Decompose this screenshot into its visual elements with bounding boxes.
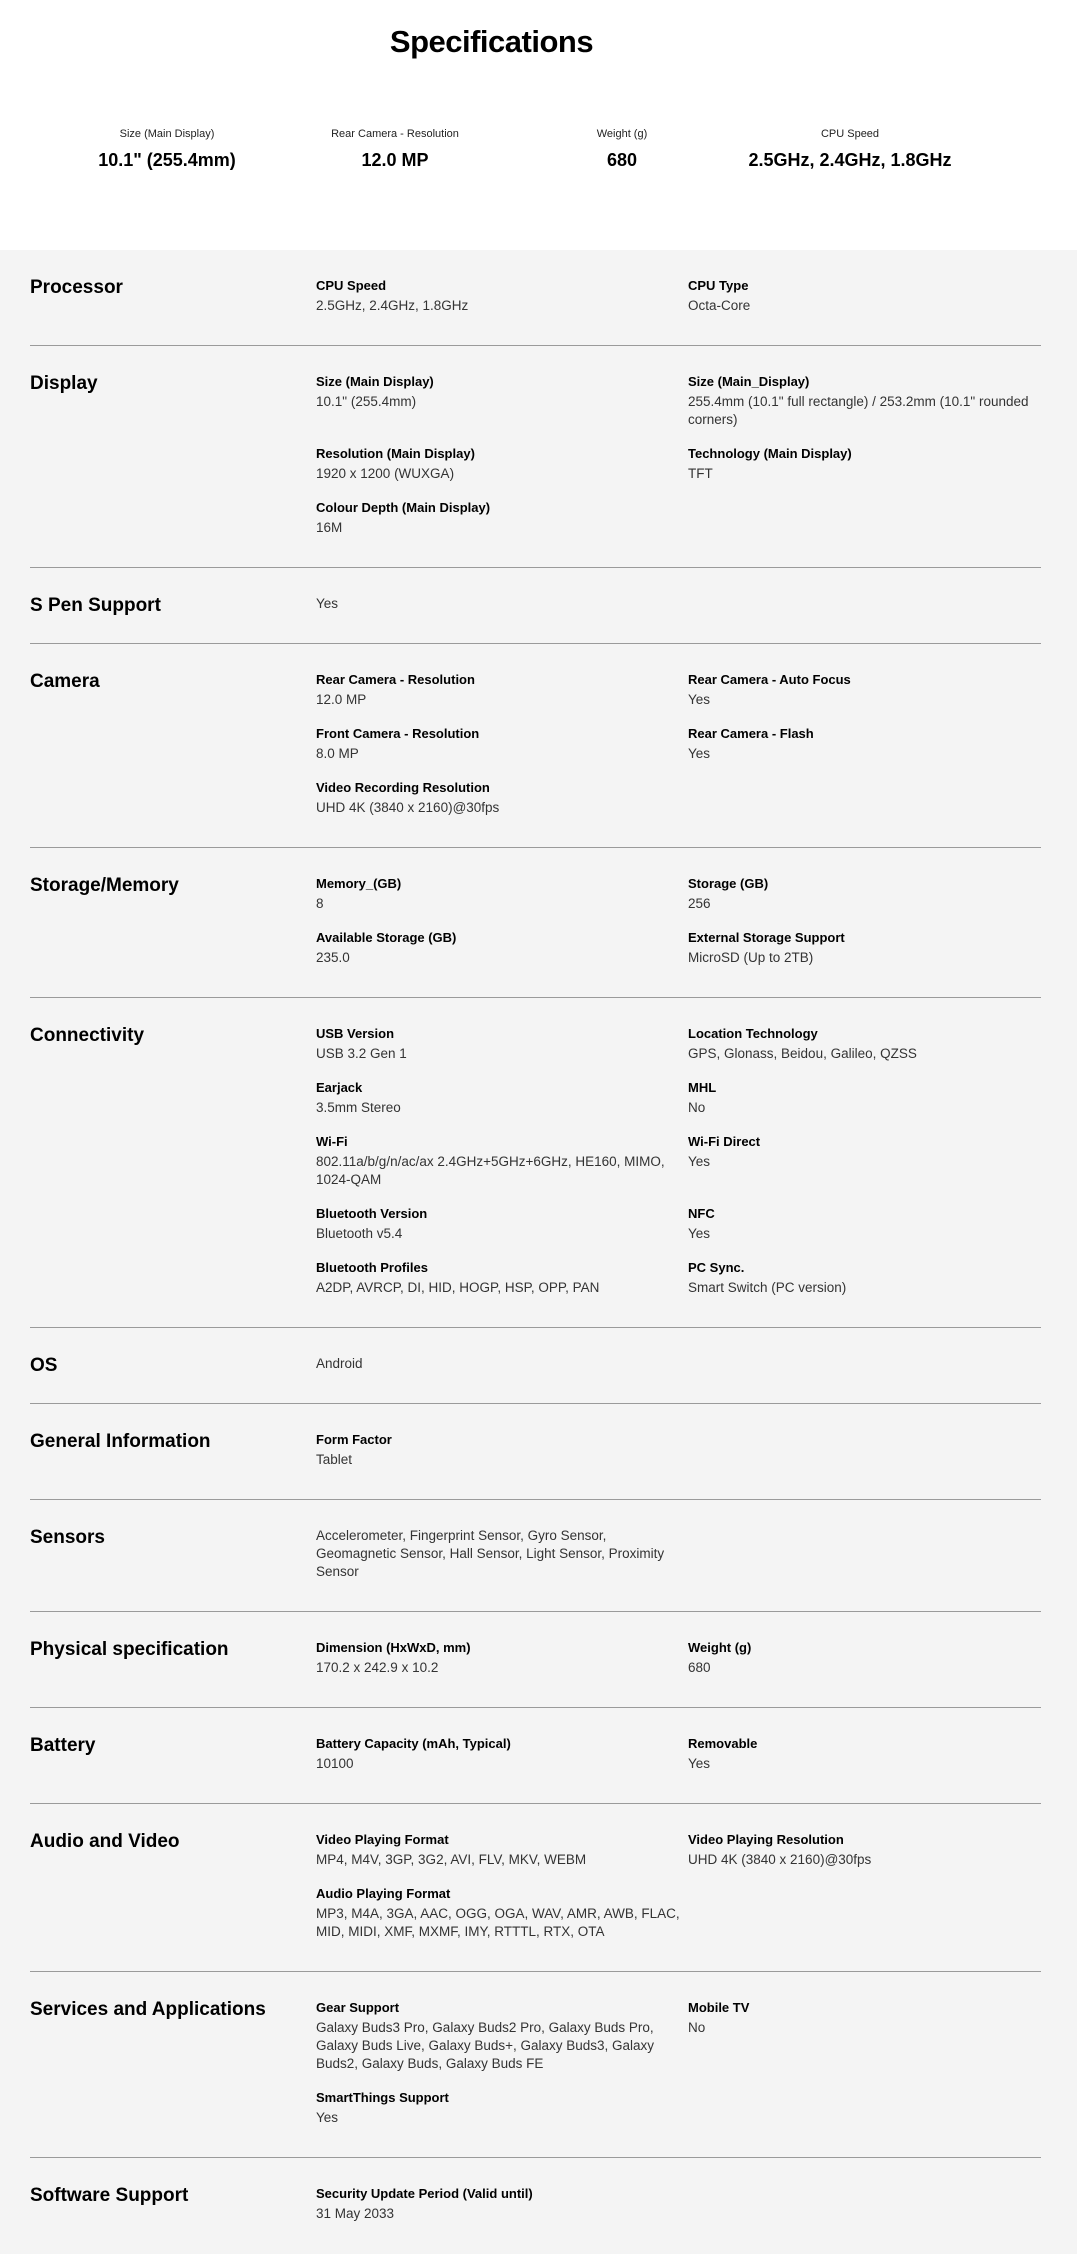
section-title: General Information [30,1431,211,1452]
spec-section-display [30,346,1041,568]
spec-value: 16M [316,520,343,535]
spec-value: Smart Switch (PC version) [688,1280,847,1295]
spec-section-services-and-applications [30,1972,1041,2158]
highlight-value: 12.0 MP [361,150,429,170]
spec-section-software-support [30,2158,1041,2253]
spec-value: 8.0 MP [316,746,359,761]
spec-item [316,1079,688,1117]
spec-value: 235.0 [316,950,350,965]
spec-label: PC Sync. [688,1260,745,1275]
spec-item [688,1639,1041,1677]
spec-label: Video Playing Format [316,1832,449,1847]
spec-item [688,1259,1041,1297]
spec-label: Size (Main_Display) [688,374,810,389]
spec-items [316,250,1041,345]
spec-item [316,1259,688,1297]
spec-label: Audio Playing Format [316,1886,451,1901]
spec-value: Octa-Core [688,298,751,313]
spec-section-storage-memory [30,848,1041,998]
spec-item [316,2089,688,2127]
spec-label: SmartThings Support [316,2090,449,2105]
spec-items [316,1804,1041,1971]
spec-item [316,1999,688,2073]
spec-item [316,1355,688,1373]
spec-value: 12.0 MP [316,692,367,707]
spec-value: Yes [688,746,711,761]
spec-item [316,1831,688,1869]
spec-item [316,875,688,913]
spec-item [688,1133,1041,1189]
spec-value: 255.4mm (10.1" full rectangle) / 253.2mm (10.1" rounded corners) [688,394,1029,427]
spec-items [316,1612,1041,1707]
spec-label: Video Recording Resolution [316,780,490,795]
spec-items [316,1708,1041,1803]
highlight-label: CPU Speed [820,128,880,140]
spec-label: Video Playing Resolution [688,1832,844,1847]
spec-section-s-pen-support [30,568,1041,644]
spec-value: TFT [688,466,713,481]
highlight-camera [275,128,515,171]
spec-value: Yes [688,692,711,707]
spec-item [316,499,688,537]
spec-section-processor [30,250,1041,346]
spec-value: Yes [316,2110,339,2125]
spec-value: USB 3.2 Gen 1 [316,1046,407,1061]
spec-items [316,644,1041,847]
spec-item [688,1999,1041,2073]
spec-label: Mobile TV [688,2000,750,2015]
section-title: Audio and Video [30,1831,180,1852]
spec-value: GPS, Glonass, Beidou, Galileo, QZSS [688,1046,917,1061]
section-title: OS [30,1355,58,1376]
spec-value: Galaxy Buds3 Pro, Galaxy Buds2 Pro, Galaxy Buds Pro, Galaxy Buds Live, Galaxy Buds+, Galaxy Buds3, Galaxy Buds2, Galaxy Buds, Galaxy Buds FE [316,2020,655,2071]
spec-item [316,725,688,763]
highlight-cpu [730,128,970,171]
spec-item [688,929,1041,967]
spec-item [316,779,688,817]
spec-item [316,2185,688,2223]
spec-item [688,1079,1041,1117]
highlight-label: Size (Main Display) [119,128,215,140]
section-title: Software Support [30,2185,189,2206]
spec-section-sensors [30,1500,1041,1612]
section-title: Storage/Memory [30,875,179,896]
spec-label: CPU Type [688,278,749,293]
spec-item [316,445,688,483]
spec-label: Dimension (HxWxD, mm) [316,1640,471,1655]
spec-section-audio-and-video [30,1804,1041,1972]
spec-label: Front Camera - Resolution [316,726,480,741]
spec-item [688,671,1041,709]
spec-value: Tablet [316,1452,353,1467]
spec-sections [0,250,1077,2254]
spec-label: Location Technology [688,1026,818,1041]
spec-items [316,2158,1041,2253]
spec-label: Size (Main Display) [316,374,434,389]
spec-item [688,445,1041,483]
spec-label: Battery Capacity (mAh, Typical) [316,1736,511,1751]
spec-section-os [30,1328,1041,1404]
spec-value: Yes [688,1154,711,1169]
spec-value: Bluetooth v5.4 [316,1226,403,1241]
spec-label: External Storage Support [688,930,845,945]
spec-value: Accelerometer, Fingerprint Sensor, Gyro Sensor, Geomagnetic Sensor, Hall Sensor, Light Sensor, Proximity Sensor [316,1528,665,1579]
spec-section-general-information [30,1404,1041,1500]
spec-value: UHD 4K (3840 x 2160)@30fps [316,800,500,815]
spec-item [316,1735,688,1773]
specs-header [0,0,1077,250]
spec-item [316,595,688,613]
spec-item [316,1025,688,1063]
spec-label: Wi-Fi Direct [688,1134,761,1149]
section-title: Sensors [30,1527,105,1548]
spec-item [688,875,1041,913]
spec-section-camera [30,644,1041,848]
highlight-value: 10.1" (255.4mm) [98,150,236,170]
section-title: Connectivity [30,1025,145,1046]
spec-value: 3.5mm Stereo [316,1100,401,1115]
spec-item [316,1885,688,1941]
spec-value: 8 [316,896,324,911]
spec-label: CPU Speed [316,278,387,293]
spec-label: Technology (Main Display) [688,446,852,461]
spec-value: 680 [688,1660,711,1675]
section-title: Services and Applications [30,1999,266,2020]
spec-value: 10100 [316,1756,354,1771]
spec-section-connectivity [30,998,1041,1328]
spec-label: Form Factor [316,1432,392,1447]
spec-value: 1920 x 1200 (WUXGA) [316,466,455,481]
spec-items [316,346,1041,567]
spec-value: Yes [688,1226,711,1241]
spec-label: MHL [688,1080,717,1095]
spec-value: 2.5GHz, 2.4GHz, 1.8GHz [316,298,469,313]
spec-label: Gear Support [316,2000,400,2015]
highlight-value: 2.5GHz, 2.4GHz, 1.8GHz [748,150,952,170]
spec-item [316,1133,688,1189]
spec-item [688,725,1041,763]
spec-value: UHD 4K (3840 x 2160)@30fps [688,1852,872,1867]
spec-label: Removable [688,1736,758,1751]
spec-label: Bluetooth Version [316,1206,428,1221]
spec-value: No [688,1100,706,1115]
spec-section-physical-specification [30,1612,1041,1708]
spec-item [688,1205,1041,1243]
spec-label: Weight (g) [688,1640,752,1655]
spec-value: No [688,2020,706,2035]
spec-label: Rear Camera - Auto Focus [688,672,851,687]
spec-label: Security Update Period (Valid until) [316,2186,533,2201]
spec-items [316,1500,1041,1611]
spec-items [316,1972,1041,2157]
spec-value: 31 May 2033 [316,2206,395,2221]
spec-label: Earjack [316,1080,363,1095]
section-title: Physical specification [30,1639,229,1660]
spec-value: MP3, M4A, 3GA, AAC, OGG, OGA, WAV, AMR, AWB, FLAC, MID, MIDI, XMF, MXMF, IMY, RTTTL, RTX, OTA [316,1906,680,1939]
spec-item [316,1205,688,1243]
spec-items [316,1328,1041,1403]
spec-label: Rear Camera - Resolution [316,672,475,687]
section-title: Camera [30,671,100,692]
spec-value: Yes [316,596,339,611]
spec-item [316,929,688,967]
highlight-label: Rear Camera - Resolution [331,128,459,140]
spec-items [316,568,1041,643]
spec-value: 10.1" (255.4mm) [316,394,417,409]
spec-item [316,1639,688,1677]
spec-value: MicroSD (Up to 2TB) [688,950,814,965]
spec-label: Rear Camera - Flash [688,726,814,741]
section-title: Display [30,373,98,394]
section-title: S Pen Support [30,595,161,616]
spec-label: USB Version [316,1026,395,1041]
spec-item [316,1527,688,1581]
spec-label: Available Storage (GB) [316,930,457,945]
spec-value: Yes [688,1756,711,1771]
spec-value: Android [316,1356,363,1371]
spec-item [316,373,688,429]
spec-value: MP4, M4V, 3GP, 3G2, AVI, FLV, MKV, WEBM [316,1852,587,1867]
spec-value: A2DP, AVRCP, DI, HID, HOGP, HSP, OPP, PAN [316,1280,600,1295]
highlight-size [47,128,287,171]
spec-items [316,1404,1041,1499]
highlight-label: Weight (g) [596,128,648,140]
spec-item [316,277,688,315]
spec-item [688,1025,1041,1063]
spec-item [316,671,688,709]
spec-value: 170.2 x 242.9 x 10.2 [316,1660,439,1675]
spec-item [688,1735,1041,1773]
spec-label: Memory_(GB) [316,876,402,891]
spec-items [316,848,1041,997]
spec-item [316,1431,688,1469]
spec-label: Colour Depth (Main Display) [316,500,491,515]
spec-value: 802.11a/b/g/n/ac/ax 2.4GHz+5GHz+6GHz, HE160, MIMO, 1024-QAM [316,1154,665,1187]
spec-section-battery [30,1708,1041,1804]
spec-item [688,277,1041,315]
highlight-weight [502,128,742,171]
spec-label: Resolution (Main Display) [316,446,475,461]
spec-items [316,998,1041,1327]
page-title: Specifications [389,24,594,59]
spec-label: Wi-Fi [316,1134,348,1149]
spec-item [688,1831,1041,1869]
section-title: Battery [30,1735,96,1756]
spec-item [688,373,1041,429]
spec-label: NFC [688,1206,715,1221]
section-title: Processor [30,277,123,298]
spec-label: Storage (GB) [688,876,769,891]
spec-value: 256 [688,896,711,911]
highlight-value: 680 [606,150,638,170]
spec-label: Bluetooth Profiles [316,1260,428,1275]
